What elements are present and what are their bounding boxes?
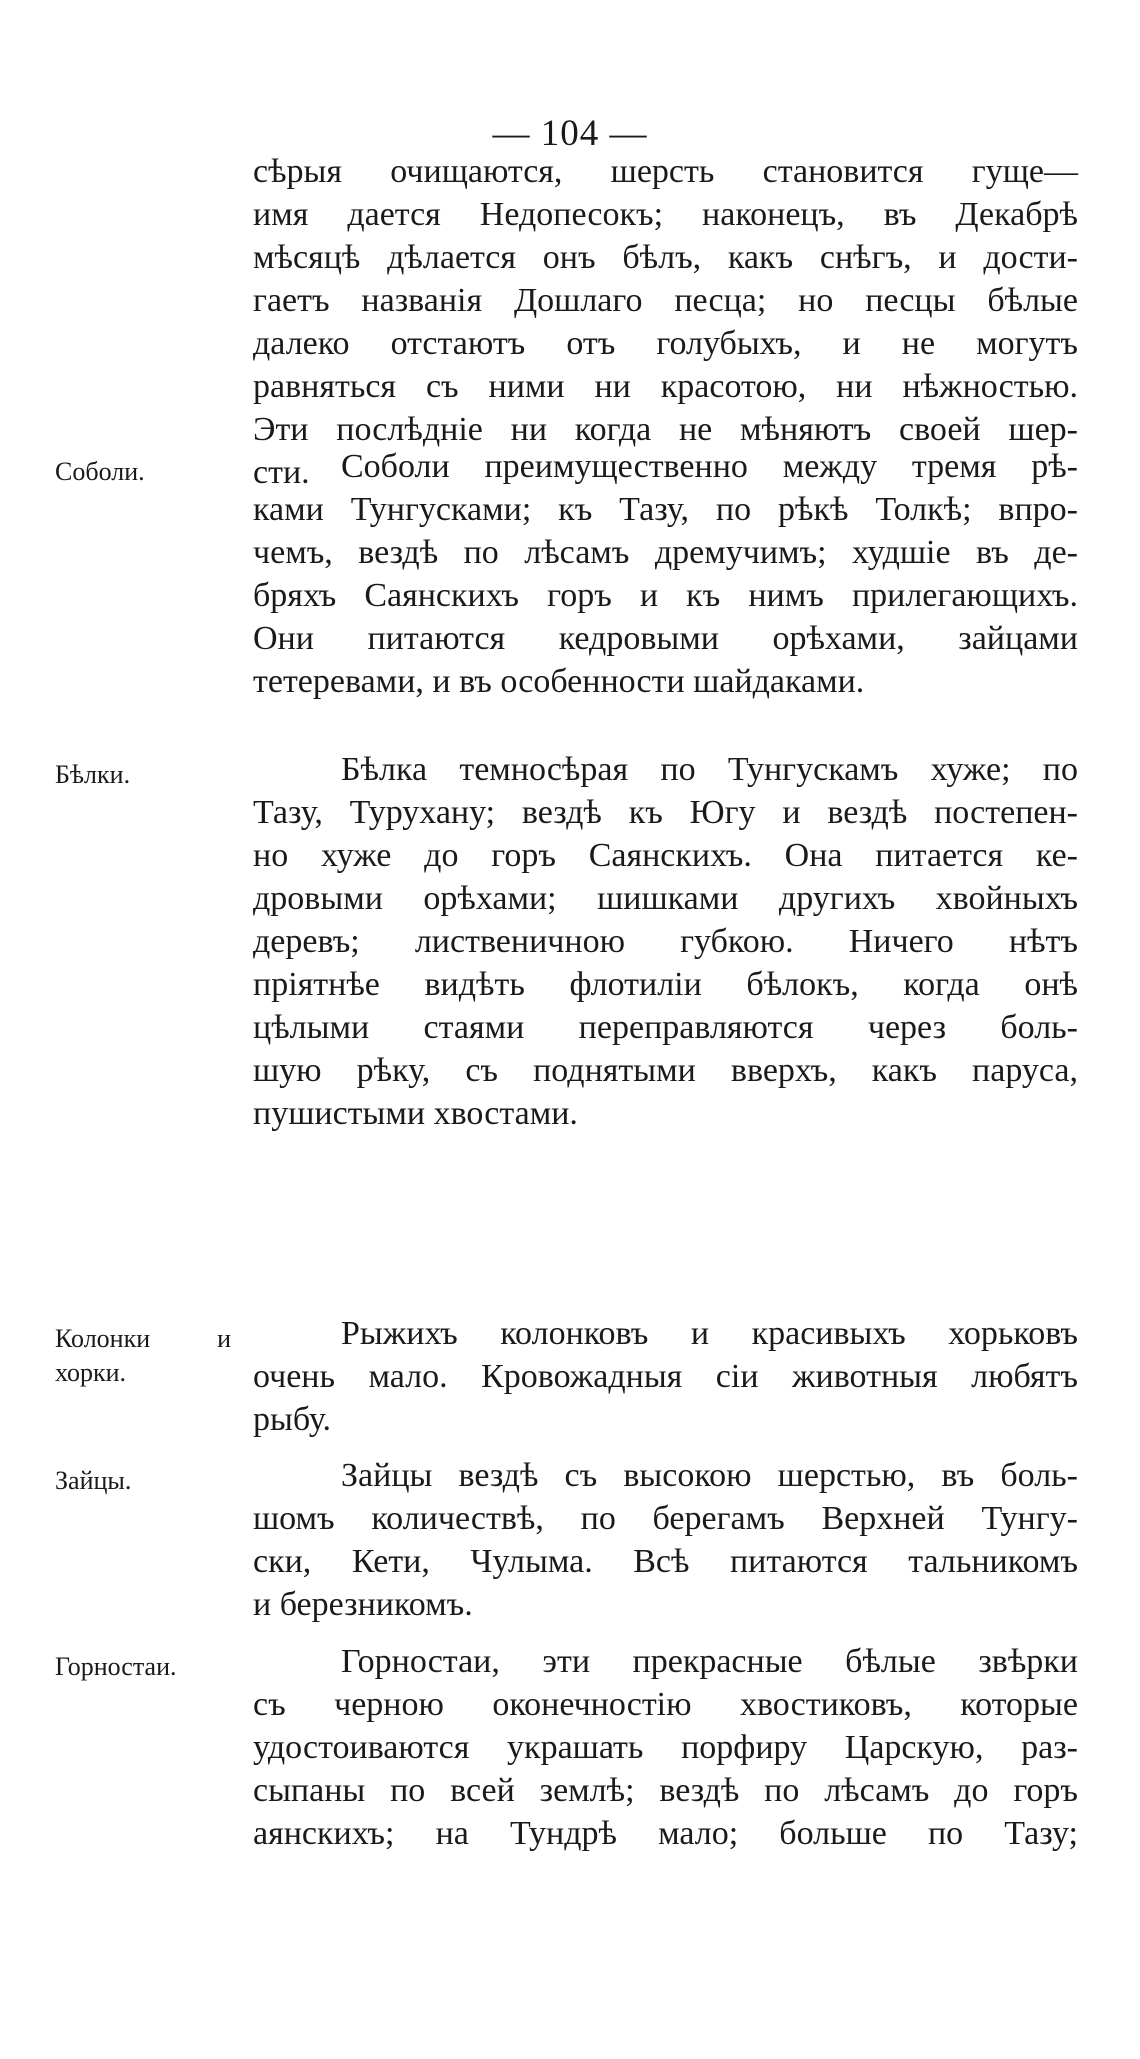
margin-note-gornostai [55,1650,245,1684]
text-line: Соболи преимущественно между тремя рѣ- [341,448,1078,485]
text-line: имя дается Недопесокъ; наконецъ, въ Декабрѣ [253,196,1078,233]
text-line: очень мало. Кровожадныя сіи животныя любятъ [253,1358,1078,1395]
text-line: Бѣлка темносѣрая по Тунгускамъ хуже; по [341,751,1078,788]
text-line: но хуже до горъ Саянскихъ. Она питается ке- [253,837,1078,874]
text-line: сти. [253,454,310,491]
text-line: цѣлыми стаями переправляются через боль- [253,1009,1078,1046]
text-line: ски, Кети, Чулыма. Всѣ питаются тальникомъ [253,1543,1078,1580]
text-line: равняться съ ними ни красотою, ни нѣжностью. [253,368,1078,405]
text-line: Горностаи, эти прекрасные бѣлые звѣрки [341,1643,1078,1680]
text-line: тетеревами, и въ особенности шайдаками. [253,663,865,700]
text-line: Они питаются кедровыми орѣхами, зайцами [253,620,1078,657]
text-line: Эти послѣдніе ни когда не мѣняютъ своей шер- [253,411,1078,448]
text-line: чемъ, вездѣ по лѣсамъ дремучимъ; худшіе въ де- [253,534,1078,571]
margin-note-soboli [55,455,245,489]
text-line: гаетъ названія Дошлаго песца; но песцы бѣлые [253,282,1078,319]
text-line: далеко отстаютъ отъ голубыхъ, и не могутъ [253,325,1078,362]
text-line: рыбу. [253,1401,331,1438]
text-line: бряхъ Саянскихъ горъ и къ нимъ прилегающихъ. [253,577,1078,614]
text-line: шую рѣку, съ поднятыми вверхъ, какъ паруса, [253,1052,1078,1089]
text-line: и березникомъ. [253,1586,473,1623]
text-line: шомъ количествѣ, по берегамъ Верхней Тунгу- [253,1500,1078,1537]
text-line: ками Тунгусками; къ Тазу, по рѣкѣ Толкѣ; впро- [253,491,1078,528]
text-line: пушистыми хвостами. [253,1095,578,1132]
text-line: дровыми орѣхами; шишками другихъ хвойныхъ [253,880,1078,917]
margin-note-line: Колонки и [55,1324,231,1353]
margin-note-line: хорки. [55,1358,127,1387]
text-line: Тазу, Турухану; вездѣ къ Югу и вездѣ постепен- [253,794,1078,831]
text-line: мѣсяцѣ дѣлается онъ бѣлъ, какъ снѣгъ, и дости- [253,239,1078,276]
margin-note-line: Соболи. [55,457,145,486]
margin-note-zaitsy [55,1464,245,1498]
text-line: аянскихъ; на Тундрѣ мало; больше по Тазу; [253,1815,1078,1852]
text-line: пріятнѣе видѣть флотиліи бѣлокъ, когда онѣ [253,966,1078,1003]
text-line: съ черною оконечностію хвостиковъ, которые [253,1686,1078,1723]
text-line: деревъ; лиственичною губкою. Ничего нѣтъ [253,923,1078,960]
text-line: сыпаны по всей землѣ; вездѣ по лѣсамъ до горъ [253,1772,1078,1809]
page-number: — 104 — [492,113,648,154]
text-line: сѣрыя очищаются, шерсть становится гуще— [253,153,1078,190]
margin-note-kolonki [55,1322,245,1390]
margin-note-belki [55,758,245,792]
margin-note-line: Бѣлки. [55,760,131,789]
text-line: Зайцы вездѣ съ высокою шерстью, въ боль- [341,1457,1078,1494]
margin-note-line: Зайцы. [55,1466,132,1495]
text-line: Рыжихъ колонковъ и красивыхъ хорьковъ [341,1315,1078,1352]
text-line: удостоиваются украшать порфиру Царскую, раз- [253,1729,1078,1766]
margin-note-line: Горностаи. [55,1652,177,1681]
